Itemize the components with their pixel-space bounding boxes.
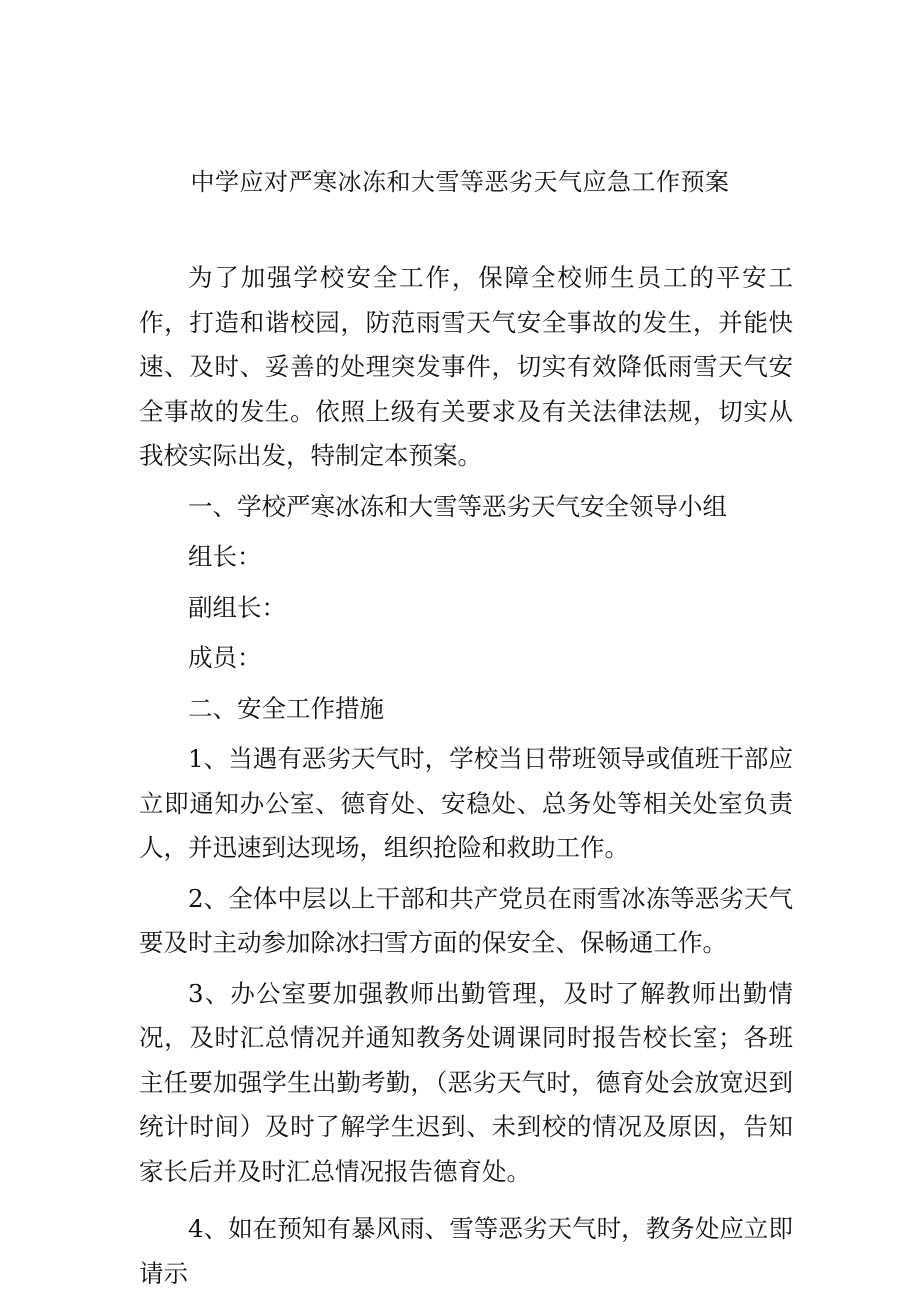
section-heading-leadership-group: 一、学校严寒冰冻和大雪等恶劣天气安全领导小组 <box>188 491 727 521</box>
members-line: 成员： <box>188 643 262 672</box>
measure-paragraph-2: 2、全体中层以上干部和共产党员在雨雪冰冻等恶劣天气要及时主动参加除冰扫雪方面的保安全、保畅通工作。 <box>139 883 793 957</box>
document-body <box>139 256 793 1296</box>
section-heading-safety-measures: 二、安全工作措施 <box>188 693 384 723</box>
document-title: 中学应对严寒冰冻和大雪等恶劣天气应急工作预案 <box>190 168 730 196</box>
measure-paragraph-3: 3、办公室要加强教师出勤管理，及时了解教师出勤情况，及时汇总情况并通知教务处调课同时报告校长室；各班主任要加强学生出勤考勤，（恶劣天气时，德育处会放宽迟到统计时间）及时了解学生迟到、未到校的情况及原因，告知家长后并及时汇总情况报告德育处。 <box>139 978 793 1186</box>
measure-paragraph-4: 4、如在预知有暴风雨、雪等恶劣天气时，教务处应立即请示 <box>139 1214 793 1288</box>
intro-paragraph: 为了加强学校安全工作，保障全校师生员工的平安工作，打造和谐校园，防范雨雪天气安全事故的发生，并能快速、及时、妥善的处理突发事件，切实有效降低雨雪天气安全事故的发生。依照上级有关要求及有关法律法规，切实从我校实际出发，特制定本预案。 <box>139 263 793 470</box>
measure-paragraph-1: 1、当遇有恶劣天气时，学校当日带班领导或值班干部应立即通知办公室、德育处、安稳处、总务处等相关处室负责人，并迅速到达现场，组织抢险和救助工作。 <box>139 744 793 862</box>
deputy-leader-line: 副组长： <box>188 592 286 622</box>
group-leader-line: 组长： <box>188 542 262 571</box>
